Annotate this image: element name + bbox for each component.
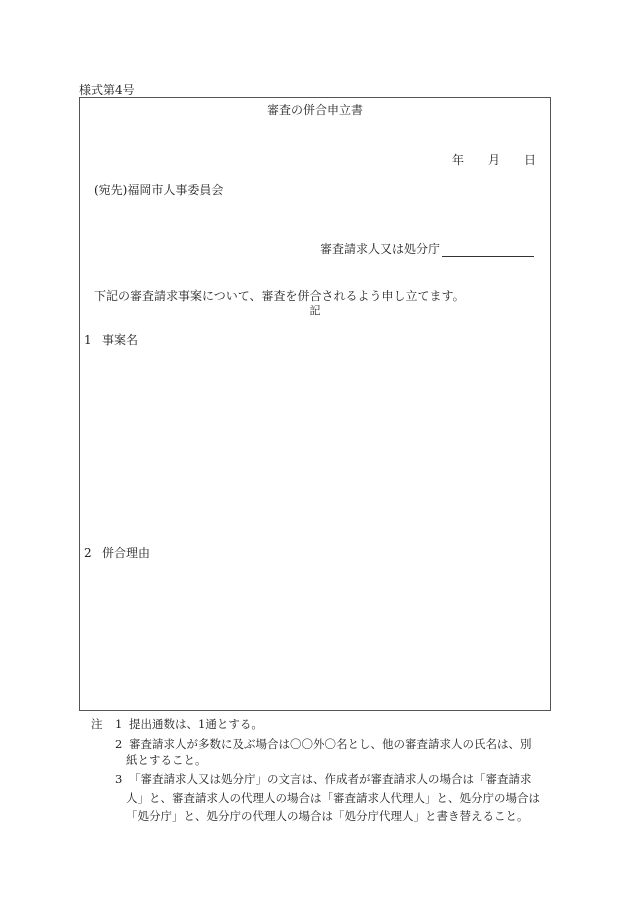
request-statement: 下記の審査請求事案について、審査を併合されるよう申し立てます。 [94,289,465,303]
note-number: 1 [115,717,123,731]
notes-heading: 注 [91,717,103,731]
section-case-name [84,331,138,348]
date-year-label: 年 [452,153,465,167]
note-number: 2 [115,737,123,751]
ki-heading: 記 [309,304,321,317]
date-month-label: 月 [488,153,501,167]
note-text: 審査請求人が多数に及ぶ場合は〇〇外〇名とし、他の審査請求人の氏名は、別 [129,737,532,751]
note-text-continued: 紙とすること。 [126,753,207,767]
note-text-continued: 「処分庁」と、処分庁の代理人の場合は「処分庁代理人」と書き替えること。 [126,809,529,823]
section-number: 1 [84,333,92,347]
section-label: 併合理由 [102,546,151,560]
note-text: 「審査請求人又は処分庁」の文言は、作成者が審査請求人の場合は「審査請求 [129,772,532,786]
date-line [452,151,536,168]
note-item [115,736,532,752]
section-label: 事案名 [102,333,139,347]
date-day-label: 日 [524,153,537,167]
section-merge-reason [84,544,150,561]
applicant-label: 審査請求人又は処分庁 [320,242,441,256]
applicant-line [320,240,534,257]
applicant-name-blank[interactable] [442,244,534,257]
note-item [115,716,263,732]
note-number: 3 [115,772,123,786]
note-text-continued: 人」と、審査請求人の代理人の場合は「審査請求人代理人」と、処分庁の場合は [126,791,540,805]
note-text: 提出通数は、1通とする。 [129,717,263,731]
addressee: (宛先)福岡市人事委員会 [94,183,224,197]
document-title: 審査の併合申立書 [266,103,363,117]
note-item [115,771,532,787]
section-number: 2 [84,546,92,560]
form-number: 様式第4号 [79,83,135,97]
